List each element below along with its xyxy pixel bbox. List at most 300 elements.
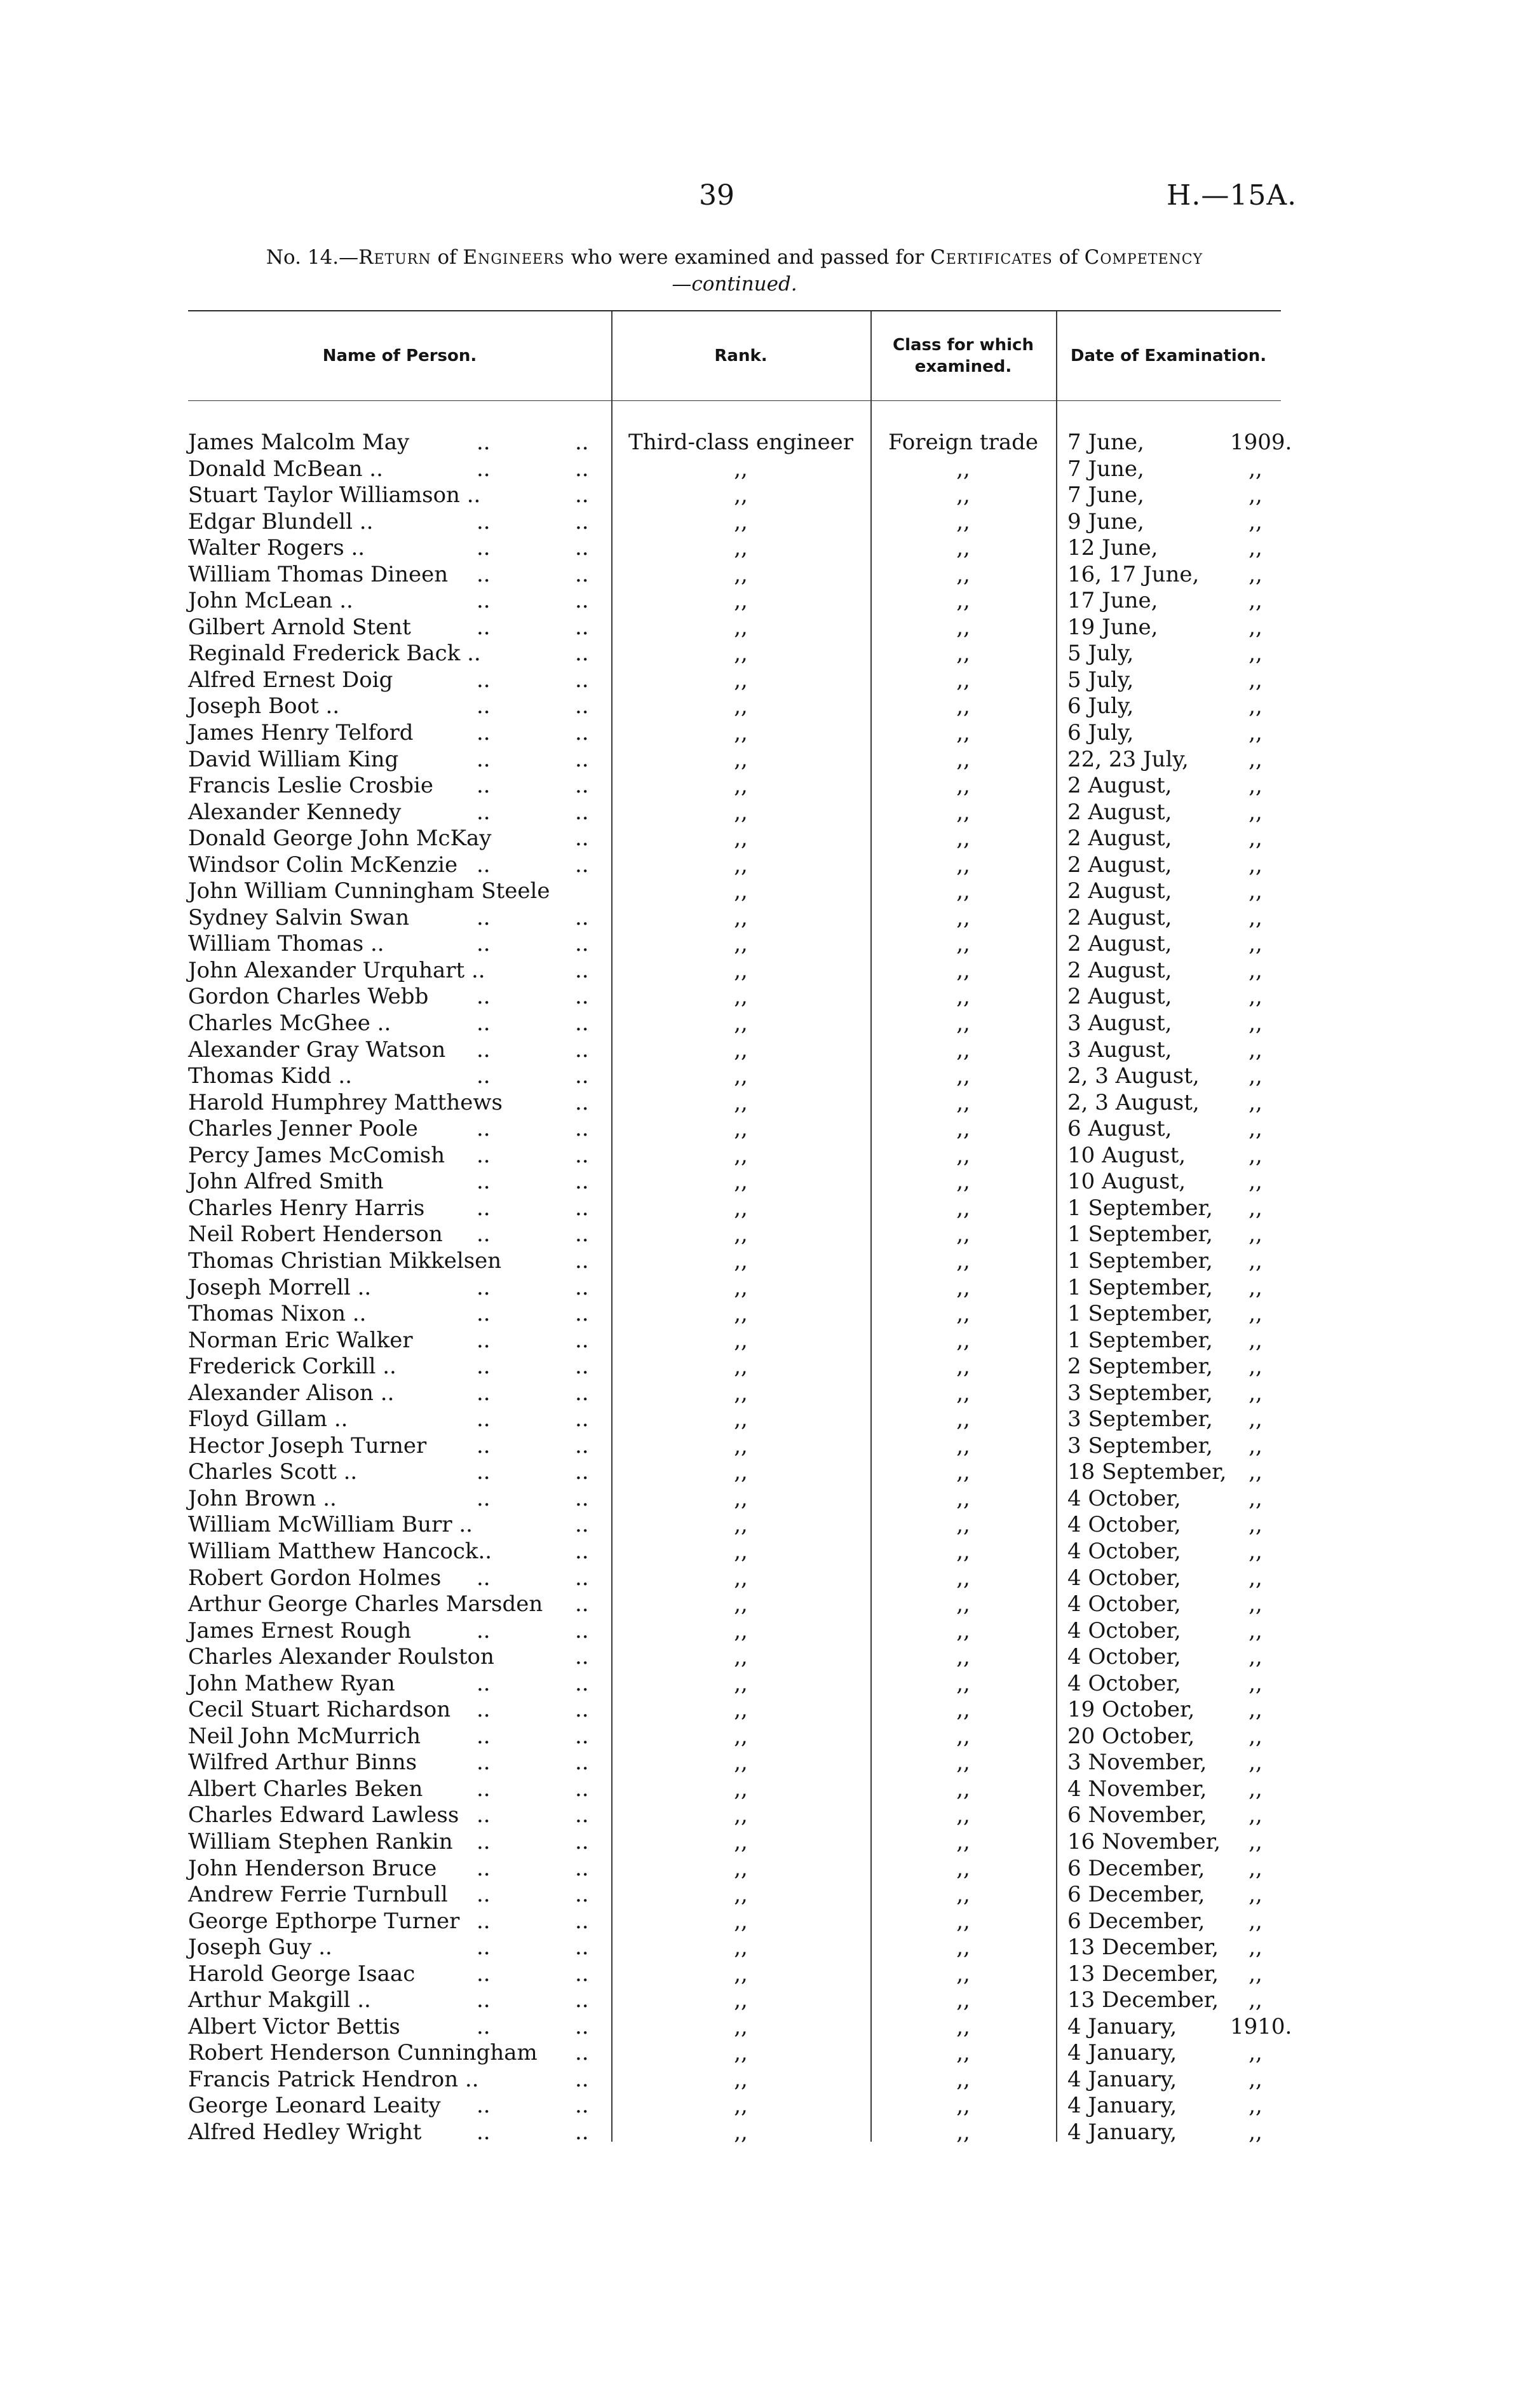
rank-cell: ,, [734,2066,748,2092]
table-row [0,2067,1516,2093]
person-name: Walter Rogers .. [188,535,365,561]
year-cell: ,, [1249,1591,1262,1617]
person-name: John Brown .. [188,1485,337,1511]
year-cell: ,, [1249,720,1262,746]
doc-ref-suffix: A. [1266,179,1297,212]
table-row [0,456,1516,483]
leader-dots: .. [575,693,589,719]
date-cell: 3 September, [1067,1380,1213,1406]
table-row [0,958,1516,984]
table-row [0,799,1516,826]
year-cell: ,, [1249,931,1262,957]
person-name: George Epthorpe Turner [188,1908,460,1934]
caption-continued: —continued. [672,273,797,296]
leader-dots: .. [477,1750,491,1776]
class-cell: ,, [956,1802,970,1828]
date-cell: 2 September, [1067,1354,1213,1380]
year-cell: ,, [1249,1221,1262,1248]
rank-cell: ,, [734,535,748,561]
year-cell: ,, [1249,641,1262,667]
year-cell: ,, [1249,904,1262,930]
leader-dots: .. [477,1459,491,1485]
class-cell: ,, [956,1142,970,1168]
person-name: William Thomas Dineen [188,561,449,587]
class-cell: ,, [956,1670,970,1696]
table-row [0,1248,1516,1275]
leader-dots: .. [575,1274,589,1300]
class-cell: ,, [956,2093,970,2119]
class-cell: ,, [956,693,970,719]
leader-dots: .. [575,1169,589,1195]
rank-cell: ,, [734,1908,748,1934]
leader-dots: .. [575,561,589,587]
rank-cell: ,, [734,1274,748,1300]
person-name: Alfred Ernest Doig [188,667,393,693]
year-cell: ,, [1249,561,1262,587]
rank-cell: ,, [734,984,748,1010]
leader-dots: .. [575,430,589,455]
table-row [0,2014,1516,2041]
leader-dots: .. [575,614,589,640]
date-cell: 7 June, [1067,482,1144,508]
class-cell: ,, [956,1855,970,1881]
person-name: William Thomas .. [188,931,384,957]
column-header-rank: Rank. [714,346,768,365]
table-row [0,2040,1516,2067]
date-cell: 2 August, [1067,826,1172,852]
leader-dots: .. [575,2013,589,2039]
leader-dots: .. [575,1089,589,1115]
leader-dots: .. [575,1882,589,1908]
year-cell: ,, [1249,1723,1262,1749]
rank-cell: ,, [734,1406,748,1432]
leader-dots: .. [477,1935,491,1961]
date-cell: 4 October, [1067,1644,1181,1670]
leader-dots: .. [575,2040,589,2066]
table-row [0,562,1516,588]
person-name: Thomas Christian Mikkelsen [188,1248,502,1274]
person-name: Gilbert Arnold Stent [188,614,411,640]
class-cell: ,, [956,904,970,930]
leader-dots: .. [477,508,491,534]
column-header-date: Date of Examination. [1070,346,1267,365]
rank-cell: ,, [734,1169,748,1195]
year-cell: ,, [1249,1169,1262,1195]
year-cell: ,, [1249,1776,1262,1802]
class-cell: ,, [956,984,970,1010]
date-cell: 4 January, [1067,2040,1177,2066]
date-cell: 10 August, [1067,1142,1186,1168]
person-name: Charles Scott .. [188,1459,358,1485]
rank-cell: ,, [734,1063,748,1089]
table-row [0,1221,1516,1248]
table-row [0,615,1516,641]
table-row [0,1856,1516,1882]
date-cell: 12 June, [1067,535,1158,561]
year-cell: ,, [1249,984,1262,1010]
leader-dots: .. [575,720,589,746]
person-name: Francis Patrick Hendron .. [188,2066,479,2092]
rank-cell: ,, [734,1750,748,1776]
date-cell: 16 November, [1067,1828,1221,1854]
leader-dots: .. [477,1617,491,1643]
year-cell: ,, [1249,1828,1262,1854]
rank-cell: ,, [734,1089,748,1115]
class-cell: ,, [956,1274,970,1300]
rank-cell: ,, [734,1512,748,1538]
leader-dots: .. [477,456,491,482]
person-name: Francis Leslie Crosbie [188,773,433,799]
date-cell: 5 July, [1067,667,1134,693]
rank-cell: ,, [734,588,748,614]
leader-dots: .. [575,957,589,983]
date-cell: 4 October, [1067,1485,1181,1511]
class-cell: ,, [956,773,970,799]
leader-dots: .. [477,720,491,746]
person-name: Charles Edward Lawless [188,1802,459,1828]
class-cell: Foreign trade [888,430,1038,455]
leader-dots: .. [575,1010,589,1037]
table-row [0,1512,1516,1539]
rank-cell: ,, [734,1116,748,1142]
date-cell: 2 August, [1067,878,1172,904]
leader-dots: .. [575,535,589,561]
year-cell: ,, [1249,1961,1262,1987]
rank-cell: ,, [734,904,748,930]
person-name: Joseph Morrell .. [188,1274,372,1300]
leader-dots: .. [575,667,589,693]
class-cell: ,, [956,2013,970,2039]
caption-middle: who were examined and passed for [564,246,931,269]
leader-dots: .. [477,1670,491,1696]
class-cell: ,, [956,1987,970,2013]
document-reference [1167,179,1297,212]
table-row [0,1037,1516,1064]
date-cell: 13 December, [1067,1961,1219,1987]
leader-dots: .. [575,1380,589,1406]
date-cell: 1 September, [1067,1195,1213,1221]
year-cell: ,, [1249,1459,1262,1485]
date-cell: 1 September, [1067,1274,1213,1300]
leader-dots: .. [477,799,491,825]
date-cell: 13 December, [1067,1987,1219,2013]
leader-dots: .. [477,1908,491,1934]
table-row [0,693,1516,720]
class-cell: ,, [956,1169,970,1195]
class-cell: ,, [956,1512,970,1538]
table-row [0,1697,1516,1724]
caption-prefix: No. 14.— [266,246,359,269]
leader-dots: .. [575,1327,589,1353]
table-row [0,1882,1516,1908]
date-cell: 22, 23 July, [1067,746,1189,772]
date-cell: 1 September, [1067,1327,1213,1353]
rank-cell: ,, [734,746,748,772]
person-name: Harold George Isaac [188,1961,416,1987]
class-cell: ,, [956,720,970,746]
leader-dots: .. [575,1406,589,1432]
date-cell: 2 August, [1067,799,1172,825]
caption-certificates: Certificates [930,246,1053,269]
class-cell: ,, [956,1037,970,1063]
year-cell: ,, [1249,1010,1262,1037]
class-cell: ,, [956,746,970,772]
leader-dots: .. [477,1565,491,1591]
year-cell: ,, [1249,1485,1262,1511]
year-cell: ,, [1249,746,1262,772]
date-cell: 4 October, [1067,1617,1181,1643]
caption-of-2: of [1052,246,1085,269]
class-cell: ,, [956,1116,970,1142]
year-cell: ,, [1249,1301,1262,1327]
rank-cell: ,, [734,1591,748,1617]
person-name: David William King [188,746,399,772]
table-row [0,1380,1516,1407]
year-cell: ,, [1249,2040,1262,2066]
year-cell: ,, [1249,1565,1262,1591]
leader-dots: .. [477,535,491,561]
table-row [0,1433,1516,1460]
leader-dots: .. [477,1063,491,1089]
date-cell: 10 August, [1067,1169,1186,1195]
class-cell: ,, [956,1195,970,1221]
table-row [0,720,1516,747]
doc-ref-main: H.—15 [1167,179,1267,212]
leader-dots: .. [477,667,491,693]
rank-cell: ,, [734,614,748,640]
year-cell: ,, [1249,482,1262,508]
person-name: Wilfred Arthur Binns [188,1750,417,1776]
table-row [0,2119,1516,2146]
leader-dots: .. [477,1961,491,1987]
date-cell: 6 December, [1067,1855,1205,1881]
person-name: Alexander Gray Watson [188,1037,446,1063]
rank-cell: ,, [734,1485,748,1511]
table-row [0,1116,1516,1143]
rank-cell: ,, [734,456,748,482]
year-cell: ,, [1249,667,1262,693]
date-cell: 18 September, [1067,1459,1227,1485]
date-cell: 2 August, [1067,904,1172,930]
leader-dots: .. [575,1617,589,1643]
leader-dots: .. [575,641,589,667]
year-cell: ,, [1249,799,1262,825]
year-cell: ,, [1249,826,1262,852]
leader-dots: .. [477,2093,491,2119]
person-name: Charles McGhee .. [188,1010,391,1037]
class-cell: ,, [956,1459,970,1485]
leader-dots: .. [575,1485,589,1511]
year-cell: ,, [1249,1855,1262,1881]
year-cell: ,, [1249,1142,1262,1168]
class-cell: ,, [956,482,970,508]
table-row [0,1143,1516,1169]
rank-cell: Third-class engineer [628,430,853,455]
rank-cell: ,, [734,1301,748,1327]
class-cell: ,, [956,931,970,957]
leader-dots: .. [477,2013,491,2039]
leader-dots: .. [575,1591,589,1617]
person-name: Percy James McComish [188,1142,445,1168]
rank-cell: ,, [734,693,748,719]
person-name: John McLean .. [188,588,353,614]
class-cell: ,, [956,561,970,587]
rank-cell: ,, [734,720,748,746]
year-cell: ,, [1249,1802,1262,1828]
leader-dots: .. [575,931,589,957]
table-row [0,1406,1516,1433]
leader-dots: .. [575,1142,589,1168]
year-cell: ,, [1249,456,1262,482]
year-cell: ,, [1249,773,1262,799]
table-row [0,852,1516,879]
rank-cell: ,, [734,1961,748,1987]
rank-cell: ,, [734,1565,748,1591]
table-row [0,667,1516,694]
date-cell: 4 October, [1067,1591,1181,1617]
table-row [0,826,1516,852]
date-cell: 4 January, [1067,2119,1177,2145]
leader-dots: .. [575,1776,589,1802]
leader-dots: .. [477,1723,491,1749]
table-row [0,2093,1516,2119]
leader-dots: .. [477,430,491,455]
class-cell: ,, [956,1723,970,1749]
person-name: Neil Robert Henderson [188,1221,443,1248]
class-cell: ,, [956,456,970,482]
class-cell: ,, [956,1644,970,1670]
table-row [0,535,1516,562]
year-cell: ,, [1249,1987,1262,2013]
year-cell: ,, [1249,508,1262,534]
year-cell: ,, [1249,1432,1262,1459]
year-cell: ,, [1249,1644,1262,1670]
leader-dots: .. [477,561,491,587]
date-cell: 7 June, [1067,456,1144,482]
person-name: George Leonard Leaity [188,2093,441,2119]
rank-cell: ,, [734,1354,748,1380]
class-cell: ,, [956,588,970,614]
year-cell: ,, [1249,1037,1262,1063]
table-row [0,1829,1516,1856]
caption-competency: Competency [1084,246,1203,269]
leader-dots: .. [575,1301,589,1327]
page-number: 39 [699,179,734,212]
table-row [0,430,1516,456]
date-cell: 3 September, [1067,1406,1213,1432]
leader-dots: .. [477,1195,491,1221]
year-cell: ,, [1249,1327,1262,1353]
year-cell: ,, [1249,588,1262,614]
leader-dots: .. [575,2066,589,2092]
leader-dots: .. [477,1010,491,1037]
table-row [0,747,1516,773]
table-row [0,1776,1516,1803]
leader-dots: .. [477,1882,491,1908]
leader-dots: .. [575,508,589,534]
table-row [0,1644,1516,1671]
rank-cell: ,, [734,508,748,534]
leader-dots: .. [575,1565,589,1591]
year-cell: ,, [1249,1116,1262,1142]
class-cell: ,, [956,1828,970,1854]
leader-dots: .. [477,1987,491,2013]
leader-dots: .. [477,1406,491,1432]
rank-cell: ,, [734,1432,748,1459]
person-name: John William Cunningham Steele [188,878,550,904]
table-row [0,641,1516,667]
leader-dots: .. [477,1301,491,1327]
leader-dots: .. [477,1354,491,1380]
person-name: James Malcolm May [188,430,410,455]
leader-dots: .. [575,1195,589,1221]
leader-dots: .. [477,984,491,1010]
rank-cell: ,, [734,1935,748,1961]
leader-dots: .. [477,1485,491,1511]
rank-cell: ,, [734,2040,748,2066]
leader-dots: .. [575,2093,589,2119]
person-name: William McWilliam Burr .. [188,1512,473,1538]
leader-dots: .. [477,931,491,957]
rank-cell: ,, [734,1882,748,1908]
person-name: Alfred Hedley Wright [188,2119,422,2145]
class-cell: ,, [956,667,970,693]
rank-cell: ,, [734,1142,748,1168]
table-row [0,1961,1516,1988]
year-cell: ,, [1249,1670,1262,1696]
leader-dots: .. [575,482,589,508]
date-cell: 3 August, [1067,1037,1172,1063]
leader-dots: .. [477,1802,491,1828]
column-header-class: Class for which examined. [893,336,1034,376]
table-row [0,588,1516,615]
leader-dots: .. [575,1723,589,1749]
year-cell: ,, [1249,2119,1262,2145]
leader-dots: .. [575,588,589,614]
class-cell: ,, [956,1617,970,1643]
year-cell: ,, [1249,878,1262,904]
person-name: William Stephen Rankin [188,1828,453,1854]
table-row [0,1987,1516,2014]
table-row [0,1275,1516,1302]
year-cell: ,, [1249,1274,1262,1300]
table-row [0,1169,1516,1195]
person-name: Alexander Alison .. [188,1380,395,1406]
date-cell: 6 December, [1067,1908,1205,1934]
table-row [0,1750,1516,1776]
person-name: Stuart Taylor Williamson .. [188,482,481,508]
leader-dots: .. [575,904,589,930]
leader-dots: .. [575,2119,589,2145]
year-cell: ,, [1249,852,1262,878]
date-cell: 4 October, [1067,1538,1181,1564]
person-name: Sydney Salvin Swan [188,904,410,930]
rank-cell: ,, [734,957,748,983]
person-name: Charles Henry Harris [188,1195,425,1221]
date-cell: 7 June, [1067,430,1144,455]
year-cell: ,, [1249,1908,1262,1934]
year-cell: ,, [1249,1935,1262,1961]
year-cell: ,, [1249,2093,1262,2119]
person-name: Arthur George Charles Marsden [188,1591,543,1617]
rank-cell: ,, [734,1538,748,1564]
rank-cell: ,, [734,1776,748,1802]
year-cell: ,, [1249,1882,1262,1908]
person-name: Charles Jenner Poole [188,1116,418,1142]
leader-dots: .. [575,773,589,799]
leader-dots: .. [477,1432,491,1459]
leader-dots: .. [477,1380,491,1406]
